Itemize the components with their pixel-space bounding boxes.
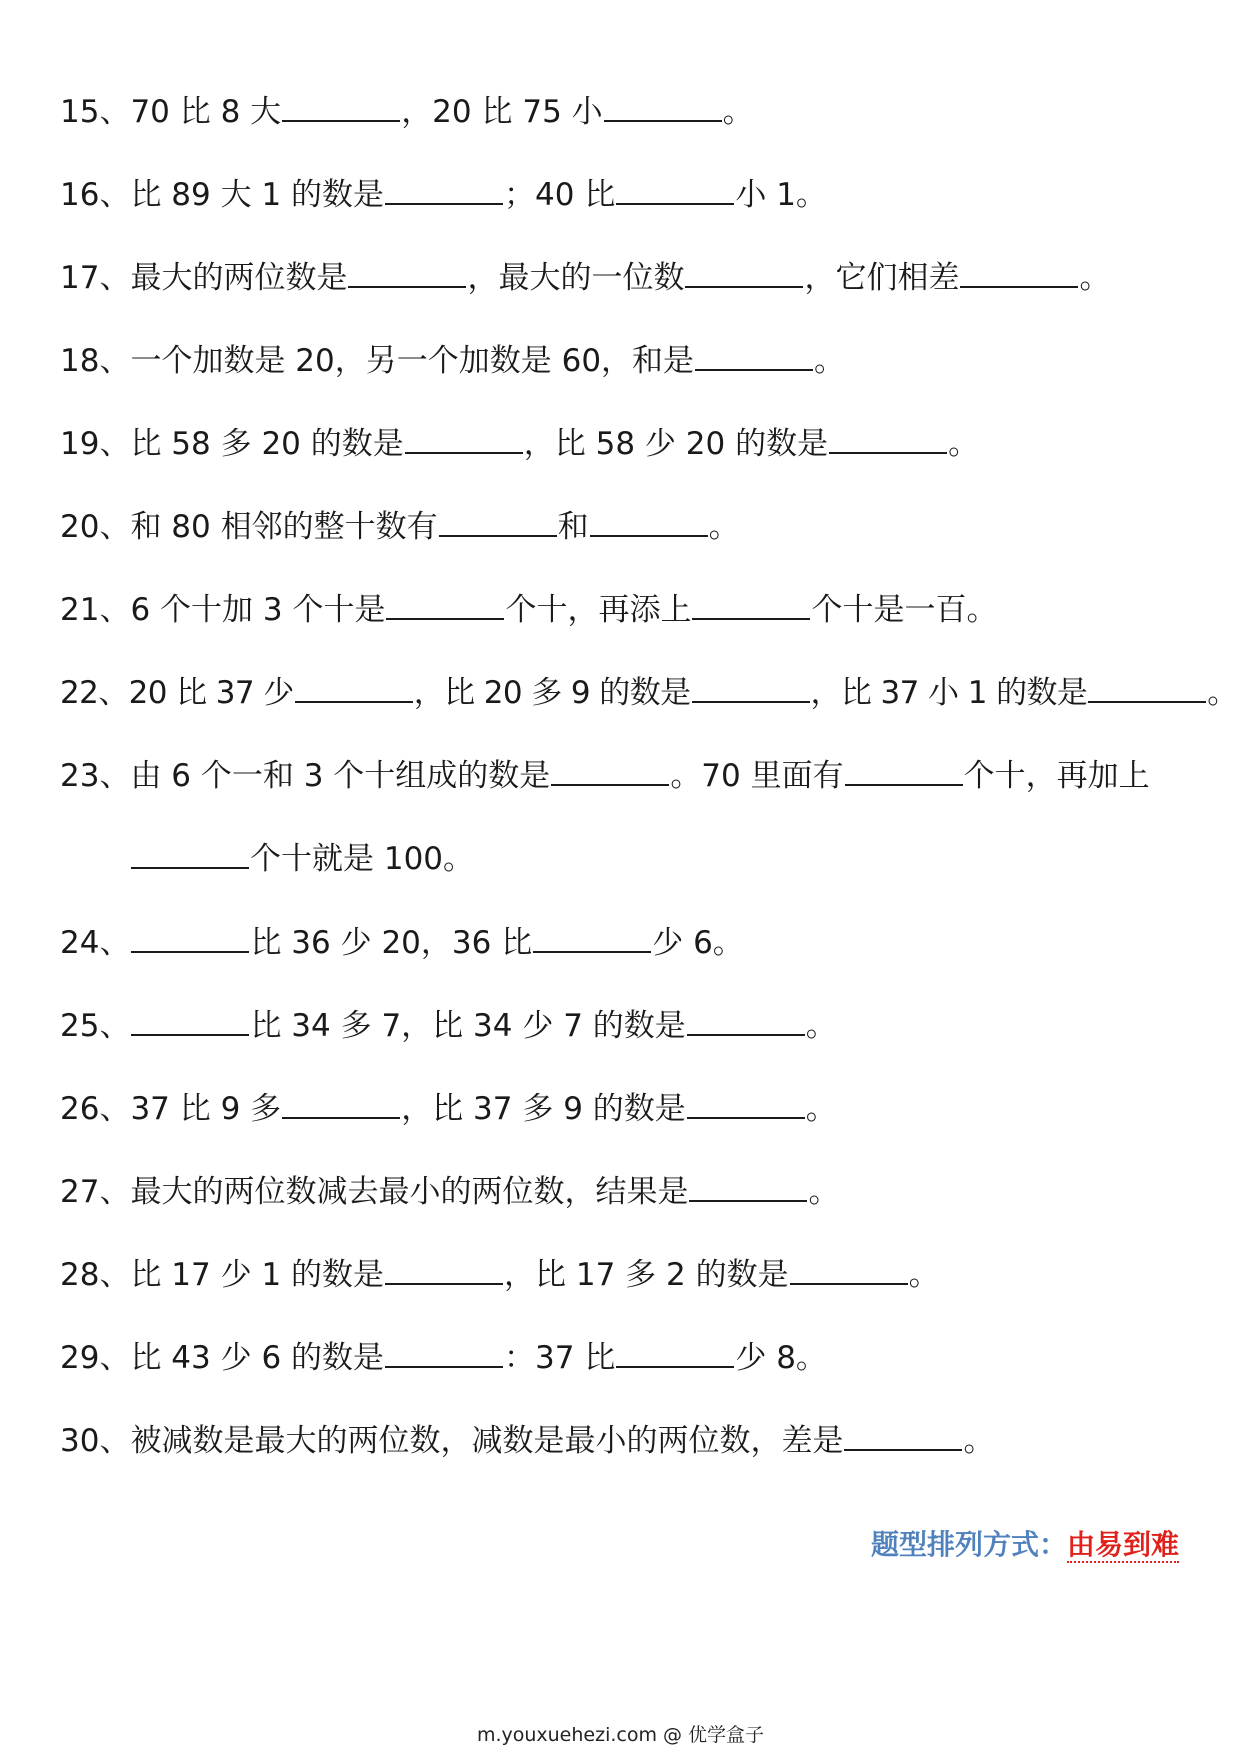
- answer-blank[interactable]: [616, 177, 734, 205]
- question-27: 27、最大的两位数减去最小的两位数，结果是 。: [60, 1174, 840, 1210]
- answer-blank[interactable]: [1088, 675, 1206, 703]
- question-19: 19、比 58 多 20 的数是 ，比 58 少 20 的数是 。: [60, 426, 980, 462]
- answer-blank[interactable]: [689, 1174, 807, 1202]
- answer-blank[interactable]: [695, 343, 813, 371]
- answer-blank[interactable]: [131, 925, 249, 953]
- order-label: 题型排列方式：: [870, 1528, 1067, 1561]
- question-23: 23、由 6 个一和 3 个十组成的数是 。70 里面有 个十，再加上个十就是 100。: [60, 758, 1150, 877]
- answer-blank[interactable]: [844, 1423, 962, 1451]
- question-22: 22、20 比 37 少 ，比 20 多 9 的数是 ，比 37 小 1 的数是 。: [60, 675, 1238, 711]
- answer-blank[interactable]: [790, 1257, 908, 1285]
- answer-blank[interactable]: [687, 1091, 805, 1119]
- answer-blank[interactable]: [439, 509, 557, 537]
- answer-blank[interactable]: [551, 758, 669, 786]
- question-28: 28、比 17 少 1 的数是 ，比 17 多 2 的数是 。: [60, 1257, 940, 1293]
- answer-blank[interactable]: [385, 1257, 503, 1285]
- answer-blank[interactable]: [405, 426, 523, 454]
- question-24: 24、 比 36 少 20，36 比 少 6。: [60, 925, 744, 961]
- answer-blank[interactable]: [533, 925, 651, 953]
- question-16: 16、比 89 大 1 的数是 ；40 比 小 1。: [60, 177, 827, 213]
- site-footer: m.youxuehezi.com @ 优学盒子: [476, 1724, 765, 1746]
- answer-blank[interactable]: [960, 260, 1078, 288]
- answer-blank[interactable]: [685, 260, 803, 288]
- answer-blank[interactable]: [604, 94, 722, 122]
- question-25: 25、 比 34 多 7，比 34 少 7 的数是 。: [60, 1008, 837, 1044]
- order-value: 由易到难: [1066, 1528, 1179, 1561]
- answer-blank[interactable]: [131, 1008, 249, 1036]
- question-list: [60, 88, 1238, 1500]
- answer-blank[interactable]: [386, 592, 504, 620]
- answer-blank[interactable]: [385, 177, 503, 205]
- answer-blank[interactable]: [348, 260, 466, 288]
- answer-blank[interactable]: [131, 841, 249, 869]
- answer-blank[interactable]: [616, 1340, 734, 1368]
- question-29: 29、比 43 少 6 的数是 ：37 比 少 8。: [60, 1340, 827, 1376]
- question-26: 26、37 比 9 多 ，比 37 多 9 的数是 。: [60, 1091, 837, 1127]
- answer-blank[interactable]: [385, 1340, 503, 1368]
- answer-blank[interactable]: [295, 675, 413, 703]
- answer-blank[interactable]: [687, 1008, 805, 1036]
- question-30: 30、被减数是最大的两位数，减数是最小的两位数，差是 。: [60, 1423, 995, 1459]
- answer-blank[interactable]: [282, 1091, 400, 1119]
- answer-blank[interactable]: [282, 94, 400, 122]
- answer-blank[interactable]: [845, 758, 963, 786]
- question-18: 18、一个加数是 20，另一个加数是 60，和是 。: [60, 343, 846, 379]
- answer-blank[interactable]: [829, 426, 947, 454]
- difficulty-order-note: [871, 1523, 1179, 1563]
- question-21: 21、6 个十加 3 个十是 个十，再添上 个十是一百。: [60, 592, 998, 628]
- answer-blank[interactable]: [590, 509, 708, 537]
- question-17: 17、最大的两位数是 ，最大的一位数 ，它们相差 。: [60, 260, 1111, 296]
- question-20: 20、和 80 相邻的整十数有 和 。: [60, 509, 740, 545]
- answer-blank[interactable]: [692, 592, 810, 620]
- question-15: 15、70 比 8 大 ，20 比 75 小 。: [60, 94, 754, 130]
- answer-blank[interactable]: [692, 675, 810, 703]
